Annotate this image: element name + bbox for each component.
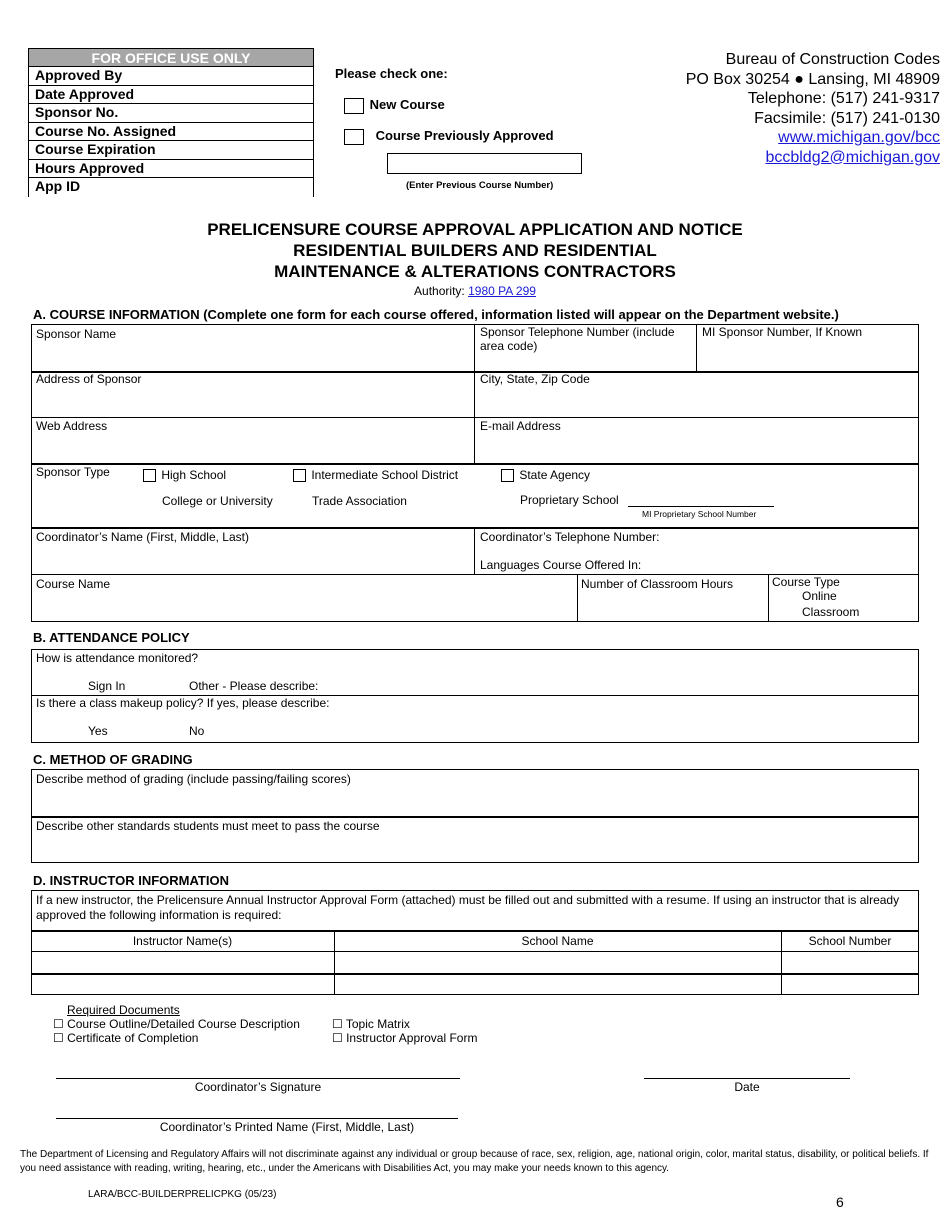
proprietary-number-line[interactable]: [628, 506, 774, 507]
instructor-note: If a new instructor, the Prelicensure Annual Instructor Approval Form (attached) must be filled out and submitted with a resume. If using an instructor that is already approved the following information is required:: [36, 893, 900, 922]
office-row-sponsor-no: Sponsor No.: [28, 104, 314, 123]
office-row-course-expiration: Course Expiration: [28, 141, 314, 160]
section-b-heading: B. ATTENDANCE POLICY: [33, 630, 190, 645]
classroom-hours-field[interactable]: Number of Classroom Hours: [581, 577, 734, 591]
date-label: Date: [734, 1080, 760, 1094]
college-option[interactable]: College or University: [162, 494, 273, 508]
high-school-checkbox[interactable]: [143, 469, 156, 482]
office-row-approved-by: Approved By: [28, 67, 314, 86]
course-type-classroom[interactable]: Classroom: [802, 605, 860, 619]
office-use-table: [28, 48, 314, 197]
coordinator-signature-line[interactable]: [56, 1078, 460, 1079]
authority-label: Authority:: [414, 284, 465, 298]
isd-label: Intermediate School District: [311, 468, 459, 482]
bureau-address: PO Box 30254 ● Lansing, MI 48909: [685, 70, 940, 88]
disclaimer-text: The Department of Licensing and Regulatory Affairs will not discriminate against any individual or group because of race, sex, religion, age, national origin, color, marital status, disability, or political beliefs. If you need assistance with reading, writing, hearing, etc., under the Americans with Disabilities Act, you may make your needs known to this agency.: [20, 1149, 929, 1174]
bureau-telephone: Telephone: (517) 241-9317: [747, 90, 940, 107]
doc-instructor-form[interactable]: ☐ Instructor Approval Form: [332, 1031, 478, 1045]
doc-topic-matrix[interactable]: ☐ Topic Matrix: [332, 1017, 410, 1031]
email-address-field[interactable]: E-mail Address: [480, 419, 561, 433]
new-course-checkbox[interactable]: [344, 98, 364, 114]
trade-association-option[interactable]: Trade Association: [312, 494, 407, 508]
school-number-cell-1[interactable]: [783, 953, 917, 972]
makeup-policy-label: Is there a class makeup policy? If yes, please describe:: [36, 696, 330, 710]
form-id: LARA/BCC-BUILDERPRELICPKG (05/23): [88, 1189, 277, 1200]
check-one-label: Please check one:: [335, 66, 448, 81]
new-course-option[interactable]: [344, 97, 445, 114]
high-school-option[interactable]: [143, 468, 226, 482]
col-school-name: School Name: [521, 934, 594, 948]
date-line[interactable]: [644, 1078, 850, 1079]
languages-field[interactable]: Languages Course Offered In:: [480, 558, 642, 572]
high-school-label: High School: [161, 468, 227, 482]
school-name-cell-2[interactable]: [336, 975, 780, 994]
city-state-zip-field[interactable]: City, State, Zip Code: [480, 372, 590, 386]
isd-option[interactable]: [293, 468, 458, 482]
section-c-heading: C. METHOD OF GRADING: [33, 752, 193, 767]
mi-sponsor-number-field[interactable]: MI Sponsor Number, If Known: [702, 325, 863, 339]
other-option[interactable]: Other - Please describe:: [189, 679, 319, 693]
instructor-name-cell-1[interactable]: [33, 953, 333, 972]
coordinator-name-field[interactable]: Coordinator’s Name (First, Middle, Last): [36, 530, 249, 544]
title-line-1: PRELICENSURE COURSE APPROVAL APPLICATION AND NOTICE: [207, 220, 743, 239]
coordinator-phone-field[interactable]: Coordinator’s Telephone Number:: [480, 530, 660, 544]
bureau-contact-block: [686, 50, 940, 167]
sponsor-address-field[interactable]: Address of Sponsor: [36, 372, 142, 386]
section-a-heading: A. COURSE INFORMATION (Complete one form for each course offered, information listed will appear on the Department website.): [33, 307, 839, 322]
previous-course-number-hint: (Enter Previous Course Number): [406, 180, 554, 191]
state-agency-checkbox[interactable]: [501, 469, 514, 482]
page-title: [0, 219, 950, 282]
previously-approved-checkbox[interactable]: [344, 129, 364, 145]
web-address-field[interactable]: Web Address: [36, 419, 108, 433]
other-standards-field[interactable]: Describe other standards students must meet to pass the course: [36, 819, 380, 833]
printed-name-label: Coordinator’s Printed Name (First, Middle, Last): [159, 1120, 415, 1134]
page-number: 6: [836, 1194, 844, 1210]
course-type-label: Course Type: [772, 575, 840, 589]
office-use-header: FOR OFFICE USE ONLY: [28, 48, 314, 67]
previously-approved-option[interactable]: [344, 128, 554, 145]
office-row-course-no: Course No. Assigned: [28, 123, 314, 142]
doc-course-outline[interactable]: ☐ Course Outline/Detailed Course Description: [53, 1017, 300, 1031]
office-row-date-approved: Date Approved: [28, 86, 314, 105]
makeup-yes-option[interactable]: Yes: [88, 724, 108, 738]
bureau-facsimile: Facsimile: (517) 241-0130: [754, 109, 940, 127]
sponsor-phone-field[interactable]: Sponsor Telephone Number (include area code): [480, 325, 675, 353]
authority-line: [0, 284, 950, 298]
bureau-name: Bureau of Construction Codes: [725, 51, 940, 68]
col-school-number: School Number: [808, 934, 892, 948]
section-d-heading: D. INSTRUCTOR INFORMATION: [33, 873, 229, 888]
course-name-field[interactable]: Course Name: [36, 577, 111, 591]
makeup-no-option[interactable]: No: [189, 724, 205, 738]
previous-course-number-input[interactable]: [387, 153, 582, 174]
required-docs-heading: Required Documents: [67, 1003, 180, 1017]
sponsor-name-field[interactable]: Sponsor Name: [36, 327, 117, 341]
instructor-name-cell-2[interactable]: [33, 975, 333, 994]
doc-certificate[interactable]: ☐ Certificate of Completion: [53, 1031, 199, 1045]
coordinator-signature-label: Coordinator’s Signature: [194, 1080, 322, 1094]
isd-checkbox[interactable]: [293, 469, 306, 482]
title-line-2: RESIDENTIAL BUILDERS AND RESIDENTIAL: [293, 241, 657, 260]
state-agency-label: State Agency: [519, 468, 591, 482]
attendance-monitored-label: How is attendance monitored?: [36, 651, 199, 665]
office-row-hours-approved: Hours Approved: [28, 160, 314, 179]
course-type-online[interactable]: Online: [802, 589, 837, 603]
new-course-label: New Course: [369, 97, 445, 112]
grading-method-field[interactable]: Describe method of grading (include passing/failing scores): [36, 772, 351, 786]
printed-name-line[interactable]: [56, 1118, 458, 1119]
bureau-email-link[interactable]: bccbldg2@michigan.gov: [765, 148, 940, 166]
previously-approved-label: Course Previously Approved: [375, 128, 554, 143]
school-number-cell-2[interactable]: [783, 975, 917, 994]
proprietary-number-label: MI Proprietary School Number: [642, 509, 757, 519]
title-line-3: MAINTENANCE & ALTERATIONS CONTRACTORS: [274, 262, 676, 281]
sign-in-option[interactable]: Sign In: [88, 679, 126, 693]
col-instructor-name: Instructor Name(s): [132, 934, 233, 948]
school-name-cell-1[interactable]: [336, 953, 780, 972]
authority-link[interactable]: 1980 PA 299: [468, 284, 536, 298]
sponsor-type-label: Sponsor Type: [36, 465, 110, 479]
bureau-website-link[interactable]: www.michigan.gov/bcc: [778, 129, 940, 146]
office-row-app-id: App ID: [28, 178, 314, 197]
proprietary-school-option[interactable]: Proprietary School: [520, 493, 619, 507]
state-agency-option[interactable]: [501, 468, 590, 482]
